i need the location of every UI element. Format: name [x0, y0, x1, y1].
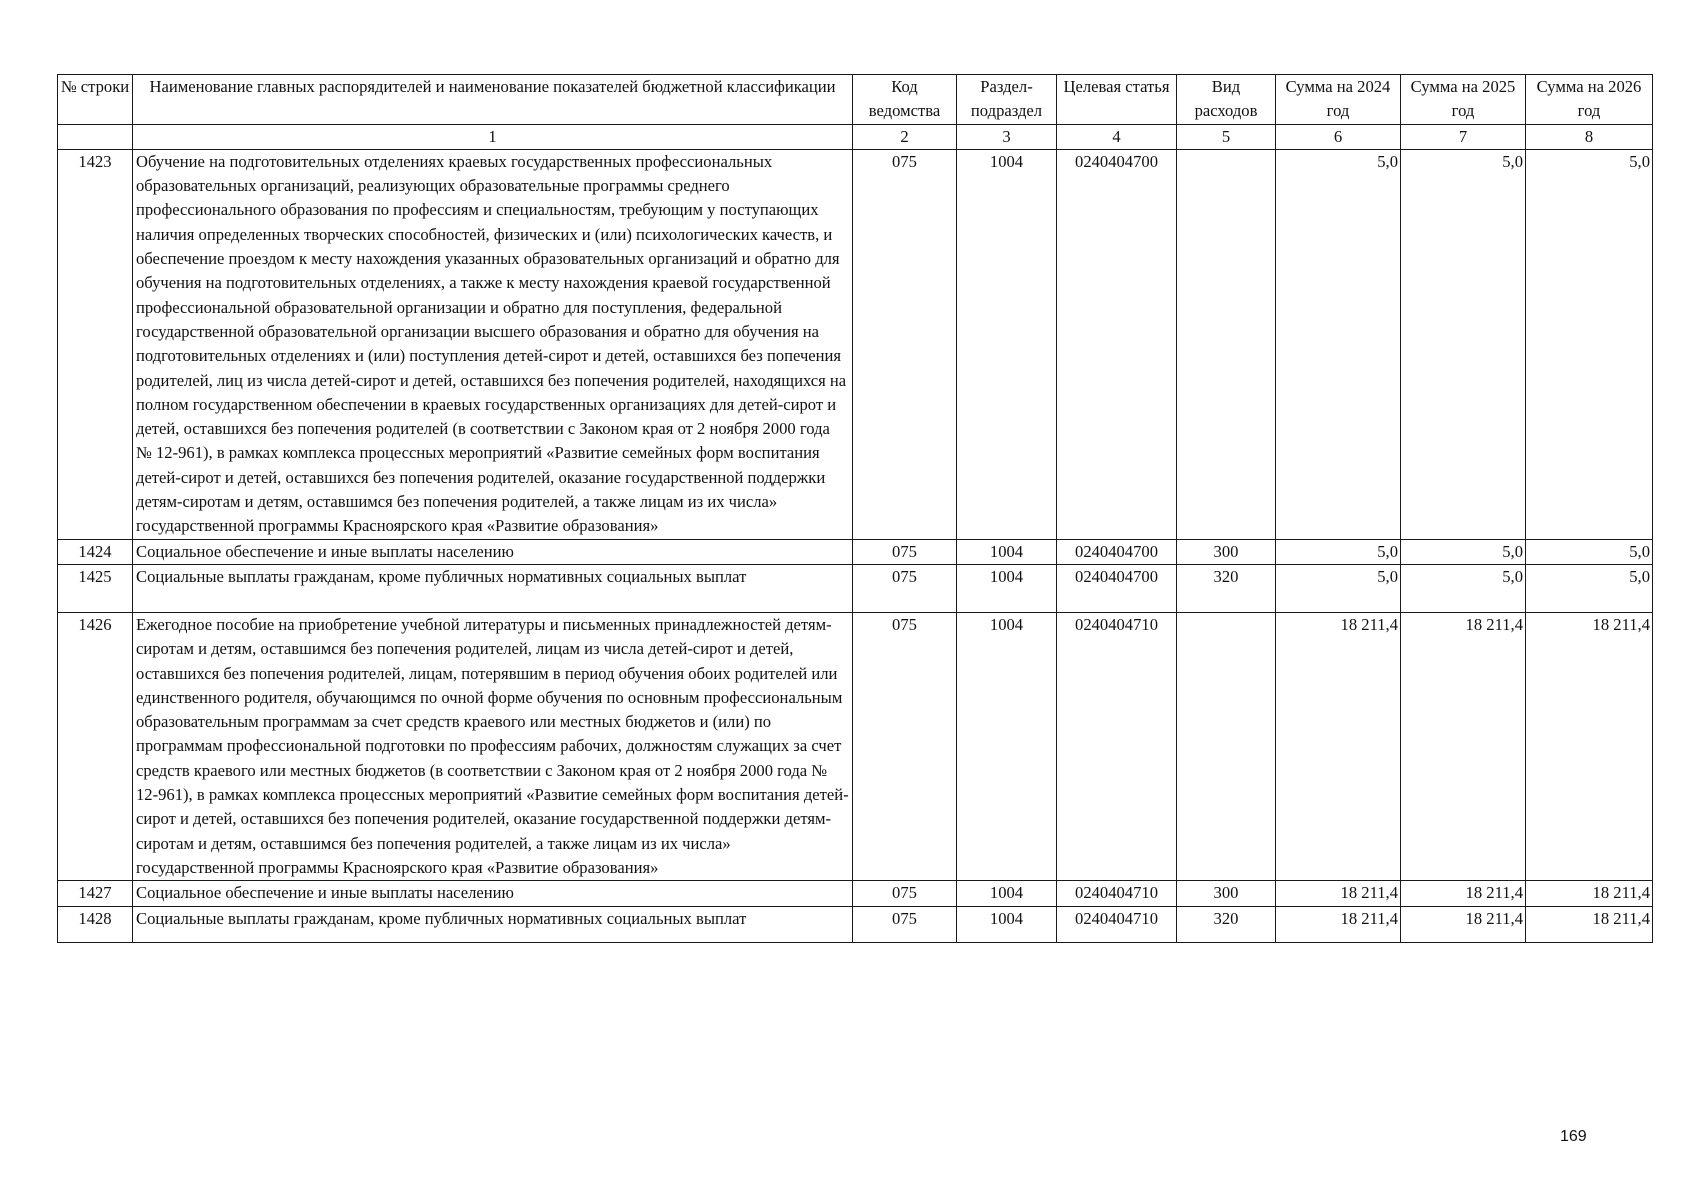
dept-code: 075 [853, 612, 957, 880]
sum-2025: 18 211,4 [1401, 906, 1526, 942]
header-dept-code: Код ведомства [853, 75, 957, 125]
sum-2025: 18 211,4 [1401, 881, 1526, 906]
sum-2026: 5,0 [1526, 539, 1653, 564]
header-expense-type: Вид расходов [1177, 75, 1276, 125]
section-code: 1004 [957, 539, 1057, 564]
row-name: Социальное обеспечение и иные выплаты населению [133, 539, 853, 564]
table-row [58, 906, 1653, 942]
header-sum-2026: Сумма на 2026 год [1526, 75, 1653, 125]
row-number: 1424 [58, 539, 133, 564]
dept-code: 075 [853, 906, 957, 942]
row-number: 1426 [58, 612, 133, 880]
expense-type: 320 [1177, 906, 1276, 942]
row-name: Социальные выплаты гражданам, кроме публичных нормативных социальных выплат [133, 906, 853, 942]
target-article: 0240404710 [1057, 881, 1177, 906]
section-code: 1004 [957, 906, 1057, 942]
budget-table [57, 74, 1653, 943]
sum-2024: 18 211,4 [1276, 906, 1401, 942]
column-number: 5 [1177, 124, 1276, 149]
table-row [58, 612, 1653, 880]
sum-2024: 18 211,4 [1276, 612, 1401, 880]
section-code: 1004 [957, 564, 1057, 612]
column-number-row [58, 124, 1653, 149]
dept-code: 075 [853, 881, 957, 906]
section-code: 1004 [957, 149, 1057, 539]
sum-2025: 5,0 [1401, 149, 1526, 539]
table-row [58, 539, 1653, 564]
header-section: Раздел-подраздел [957, 75, 1057, 125]
sum-2026: 18 211,4 [1526, 881, 1653, 906]
expense-type: 300 [1177, 881, 1276, 906]
row-name: Социальное обеспечение и иные выплаты населению [133, 881, 853, 906]
target-article: 0240404700 [1057, 564, 1177, 612]
row-number: 1425 [58, 564, 133, 612]
expense-type: 300 [1177, 539, 1276, 564]
column-number: 6 [1276, 124, 1401, 149]
column-number [58, 124, 133, 149]
header-name: Наименование главных распорядителей и наименование показателей бюджетной классификации [133, 75, 853, 125]
sum-2024: 18 211,4 [1276, 881, 1401, 906]
target-article: 0240404700 [1057, 149, 1177, 539]
column-number: 2 [853, 124, 957, 149]
sum-2024: 5,0 [1276, 149, 1401, 539]
expense-type [1177, 612, 1276, 880]
header-row-no: № строки [58, 75, 133, 125]
dept-code: 075 [853, 149, 957, 539]
row-name: Социальные выплаты гражданам, кроме публичных нормативных социальных выплат [133, 564, 853, 612]
section-code: 1004 [957, 612, 1057, 880]
sum-2025: 5,0 [1401, 564, 1526, 612]
expense-type [1177, 149, 1276, 539]
sum-2026: 5,0 [1526, 564, 1653, 612]
sum-2026: 18 211,4 [1526, 906, 1653, 942]
target-article: 0240404710 [1057, 612, 1177, 880]
page-number: 169 [1560, 1128, 1587, 1145]
header-sum-2024: Сумма на 2024 год [1276, 75, 1401, 125]
header-target-article: Целевая статья [1057, 75, 1177, 125]
row-name: Обучение на подготовительных отделениях краевых государственных профессиональных образовательных организаций, реализующих образовательные программы среднего профессионального образования по профессиям и специальностям, требующим у поступающих наличия определенных творческих способностей, физических и (или) психологических качеств, и обеспечение проездом к месту нахождения указанных образовательных организаций и обратно для обучения на подготовительных отделениях, а также к месту нахождения краевой государственной профессиональной образовательной организации и обратно для поступления, федеральной государственной образовательной организации высшего образования и обратно для обучения на подготовительных отделениях и (или) поступления детей-сирот и детей, оставшихся без попечения родителей, лиц из числа детей-сирот и детей, оставшихся без попечения родителей, находящихся на полном государственном обеспечении в краевых государственных организациях для детей-сирот и детей, оставшихся без попечения родителей (в соответствии с Законом края от 2 ноября 2000 года № 12-961), в рамках комплекса процессных мероприятий «Развитие семейных форм воспитания детей-сирот и детей, оставшихся без попечения родителей, оказание государственной поддержки детям-сиротам и детям, оставшимся без попечения родителей, а также лицам из их числа» государственной программы Красноярского края «Развитие образования» [133, 149, 853, 539]
sum-2026: 5,0 [1526, 149, 1653, 539]
dept-code: 075 [853, 564, 957, 612]
sum-2025: 5,0 [1401, 539, 1526, 564]
section-code: 1004 [957, 881, 1057, 906]
expense-type: 320 [1177, 564, 1276, 612]
row-number: 1427 [58, 881, 133, 906]
sum-2025: 18 211,4 [1401, 612, 1526, 880]
sum-2024: 5,0 [1276, 564, 1401, 612]
header-sum-2025: Сумма на 2025 год [1401, 75, 1526, 125]
sum-2024: 5,0 [1276, 539, 1401, 564]
column-number: 3 [957, 124, 1057, 149]
target-article: 0240404710 [1057, 906, 1177, 942]
column-number: 4 [1057, 124, 1177, 149]
column-number: 1 [133, 124, 853, 149]
row-number: 1423 [58, 149, 133, 539]
target-article: 0240404700 [1057, 539, 1177, 564]
table-row [58, 881, 1653, 906]
row-number: 1428 [58, 906, 133, 942]
sum-2026: 18 211,4 [1526, 612, 1653, 880]
header-row [58, 75, 1653, 125]
row-name: Ежегодное пособие на приобретение учебной литературы и письменных принадлежностей детям-сиротам и детям, оставшимся без попечения родителей, лицам из числа детей-сирот и детей, оставшихся без попечения родителей, лицам, потерявшим в период обучения обоих родителей или единственного родителя, обучающимся по очной форме обучения по основным профессиональным образовательным программам за счет средств краевого или местных бюджетов и (или) по программам профессиональной подготовки по профессиям рабочих, должностям служащих за счет средств краевого или местных бюджетов (в соответствии с Законом края от 2 ноября 2000 года № 12-961), в рамках комплекса процессных мероприятий «Развитие семейных форм воспитания детей-сирот и детей, оставшихся без попечения родителей, оказание государственной поддержки детям-сиротам и детям, оставшимся без попечения родителей, а также лицам из их числа» государственной программы Красноярского края «Развитие образования» [133, 612, 853, 880]
column-number: 8 [1526, 124, 1653, 149]
table-row [58, 564, 1653, 612]
dept-code: 075 [853, 539, 957, 564]
table-row [58, 149, 1653, 539]
column-number: 7 [1401, 124, 1526, 149]
